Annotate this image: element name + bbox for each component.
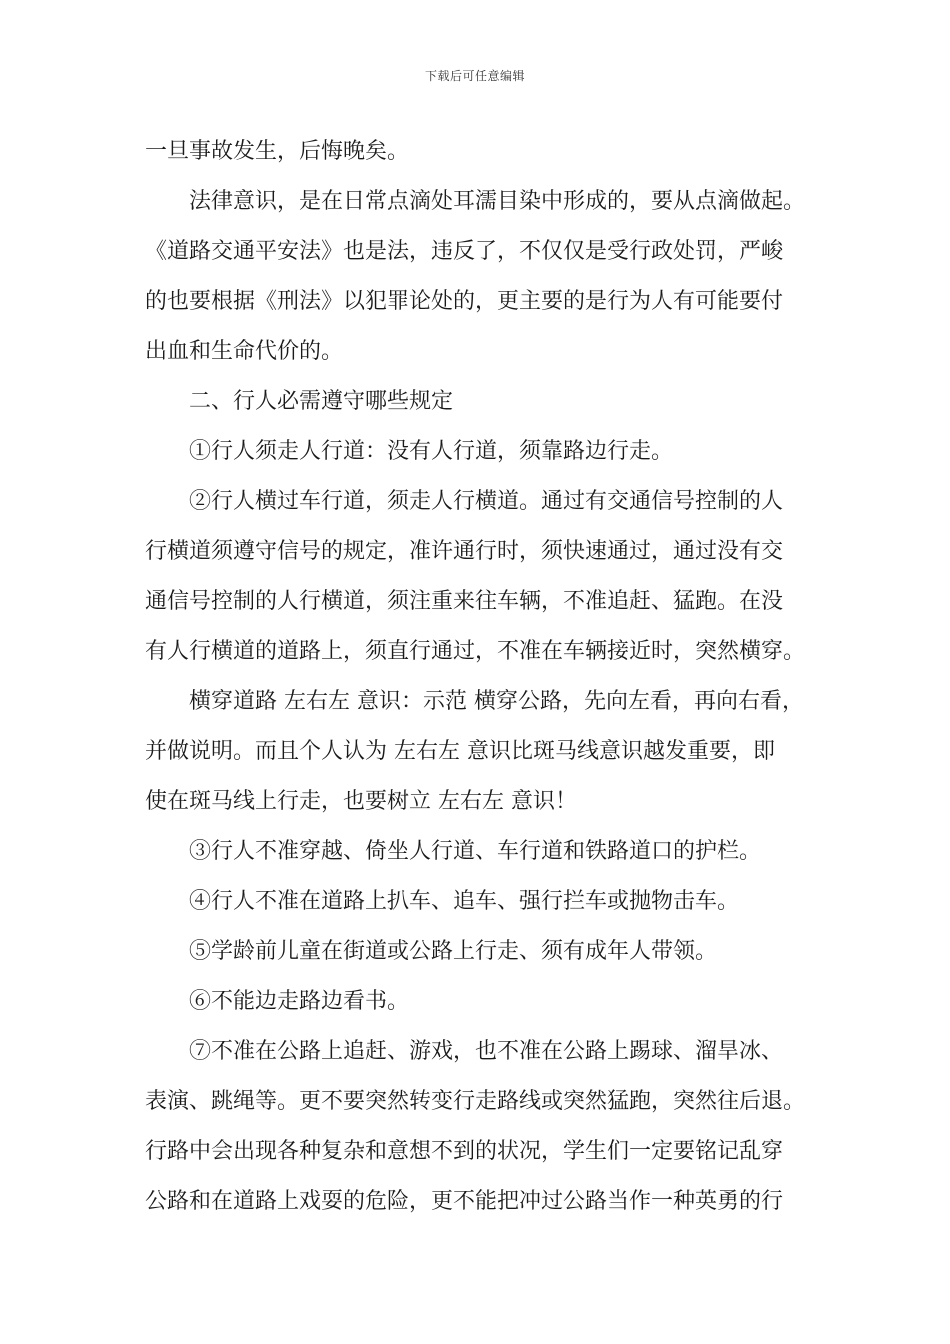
text-line: 《道路交通平安法》也是法，违反了，不仅仅是受行政处罚，严峻: [145, 239, 784, 264]
section-heading: 二、行人必需遵守哪些规定: [189, 389, 454, 414]
text-line: 有人行横道的道路上，须直行通过，不准在车辆接近时，突然横穿。: [145, 639, 806, 664]
text-line: 行路中会出现各种复杂和意想不到的状况，学生们一定要铭记乱穿: [145, 1139, 784, 1164]
text-line: 通信号控制的人行横道，须注重来往车辆，不准追赶、猛跑。在没: [145, 589, 784, 614]
text-line: 表演、跳绳等。更不要突然转变行走路线或突然猛跑，突然往后退。: [145, 1089, 806, 1114]
paragraph-first-line: ⑥不能边走路边看书。: [189, 989, 410, 1014]
paragraph-first-line: ⑦不准在公路上追赶、游戏，也不准在公路上踢球、溜旱冰、: [189, 1039, 784, 1064]
text-line: 出血和生命代价的。: [145, 339, 344, 364]
text-line: 公路和在道路上戏耍的危险，更不能把冲过公路当作一种英勇的行: [145, 1189, 784, 1214]
paragraph-first-line: ①行人须走人行道：没有人行道，须靠路边行走。: [189, 439, 674, 464]
text-line: 并做说明。而且个人认为 左右左 意识比斑马线意识越发重要，即: [145, 739, 775, 764]
paragraph-first-line: 法律意识，是在日常点滴处耳濡目染中形成的，要从点滴做起。: [189, 189, 806, 214]
paragraph-first-line: ③行人不准穿越、倚坐人行道、车行道和铁路道口的护栏。: [189, 839, 762, 864]
paragraph-first-line: ②行人横过车行道，须走人行横道。通过有交通信号控制的人: [189, 489, 784, 514]
paragraph-first-line: ⑤学龄前儿童在街道或公路上行走、须有成年人带领。: [189, 939, 718, 964]
text-line: 一旦事故发生，后悔晚矣。: [145, 139, 410, 164]
page-header: 下载后可任意编辑: [424, 69, 525, 83]
text-line: 使在斑马线上行走，也要树立 左右左 意识！: [145, 789, 577, 814]
text-line: 的也要根据《刑法》以犯罪论处的，更主要的是行为人有可能要付: [145, 289, 784, 314]
paragraph-first-line: ④行人不准在道路上扒车、追车、强行拦车或抛物击车。: [189, 889, 740, 914]
paragraph-first-line: 横穿道路 左右左 意识：示范 横穿公路，先向左看，再向右看，: [189, 689, 804, 714]
text-line: 行横道须遵守信号的规定，准许通行时，须快速通过，通过没有交: [145, 539, 784, 564]
